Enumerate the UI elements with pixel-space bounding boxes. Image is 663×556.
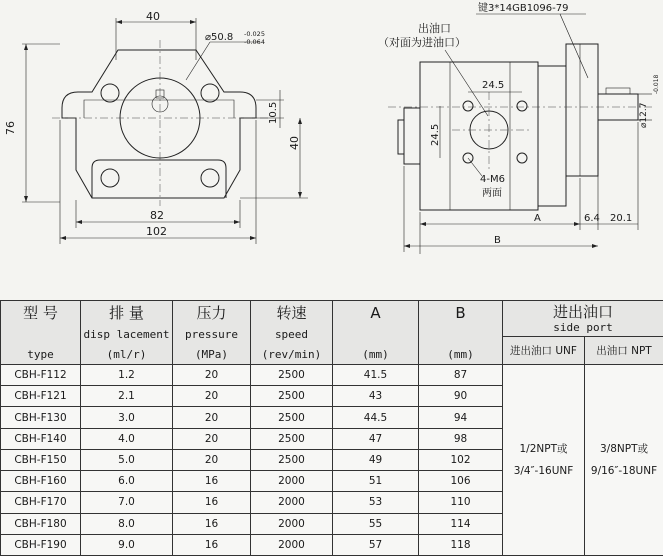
header-model: 型 号 type (1, 301, 81, 365)
cell-disp: 4.0 (81, 428, 173, 449)
cell-b: 94 (419, 407, 503, 428)
thread-label: 4-M6 (480, 174, 505, 185)
cell-model: CBH-F121 (1, 386, 81, 407)
cell-speed: 2500 (251, 386, 333, 407)
cell-pressure: 20 (173, 449, 251, 470)
cell-pressure: 16 (173, 492, 251, 513)
cell-speed: 2500 (251, 407, 333, 428)
front-view-drawing (4, 10, 308, 244)
dim-b: B (494, 235, 501, 246)
cell-speed: 2500 (251, 428, 333, 449)
header-b: B (mm) (419, 301, 503, 365)
cell-b: 106 (419, 471, 503, 492)
cell-speed: 2000 (251, 492, 333, 513)
port-spacing-h: 24.5 (482, 80, 505, 91)
cell-a: 49 (333, 449, 419, 470)
cell-pressure: 20 (173, 407, 251, 428)
cell-pressure: 20 (173, 365, 251, 386)
dim-overall-width: 102 (146, 225, 167, 238)
header-npt: 出油口 NPT (585, 337, 663, 365)
header-side-port: 进出油口 side port (503, 301, 663, 337)
dim-bore: ⌀50.8 (205, 32, 234, 43)
unf-value: 1/2NPT或 (519, 443, 568, 455)
cell-pressure: 20 (173, 428, 251, 449)
cell-disp: 8.0 (81, 513, 173, 534)
cell-pressure: 16 (173, 513, 251, 534)
port-spacing-v: 24.5 (430, 123, 441, 146)
cell-a: 41.5 (333, 365, 419, 386)
cell-a: 51 (333, 471, 419, 492)
cell-pressure: 20 (173, 386, 251, 407)
dim-bolt-span: 82 (150, 209, 164, 222)
cell-a: 55 (333, 513, 419, 534)
cell-model: CBH-F150 (1, 449, 81, 470)
cell-a: 57 (333, 534, 419, 555)
header-a: A (mm) (333, 301, 419, 365)
table-row (1, 365, 663, 386)
cell-unf-values (503, 365, 585, 556)
dim-offset: 10.5 (268, 101, 279, 124)
dim-bore-tol-lower: -0.064 (244, 38, 265, 46)
dim-mount-height: 40 (288, 136, 301, 150)
cell-model: CBH-F190 (1, 534, 81, 555)
header-pressure: 压力 pressure (MPa) (173, 301, 251, 365)
cell-disp: 5.0 (81, 449, 173, 470)
cell-disp: 1.2 (81, 365, 173, 386)
cell-b: 102 (419, 449, 503, 470)
cell-pressure: 16 (173, 534, 251, 555)
cell-a: 47 (333, 428, 419, 449)
cell-disp: 9.0 (81, 534, 173, 555)
cell-speed: 2500 (251, 449, 333, 470)
npt-value: 9/16″-18UNF (590, 465, 658, 477)
shaft-tol: -0.018 (653, 74, 660, 94)
unf-value: 3/4″-16UNF (513, 465, 574, 477)
cell-model: CBH-F130 (1, 407, 81, 428)
cell-npt-values (585, 365, 663, 556)
cell-model: CBH-F180 (1, 513, 81, 534)
spec-table (0, 300, 663, 556)
cell-b: 90 (419, 386, 503, 407)
cell-b: 98 (419, 428, 503, 449)
dim-bore-tol-upper: -0.025 (244, 30, 265, 38)
cell-disp: 3.0 (81, 407, 173, 428)
dim-height: 76 (4, 121, 17, 135)
cell-model: CBH-F112 (1, 365, 81, 386)
cell-pressure: 16 (173, 471, 251, 492)
side-view-drawing (378, 1, 660, 254)
cell-model: CBH-F170 (1, 492, 81, 513)
header-speed: 转速 speed (rev/min) (251, 301, 333, 365)
both-sides-label: 两面 (482, 188, 502, 199)
cell-a: 53 (333, 492, 419, 513)
cell-b: 87 (419, 365, 503, 386)
cell-model: CBH-F160 (1, 471, 81, 492)
inlet-label: （对面为进油口） (378, 36, 466, 49)
header-displacement: 排 量 disp lacement (ml/r) (81, 301, 173, 365)
cell-speed: 2000 (251, 534, 333, 555)
dim-top-width: 40 (146, 10, 160, 23)
cell-model: CBH-F140 (1, 428, 81, 449)
dim-a: A (534, 213, 541, 224)
cell-a: 44.5 (333, 407, 419, 428)
cell-disp: 7.0 (81, 492, 173, 513)
cell-a: 43 (333, 386, 419, 407)
outlet-label: 出油口 (418, 22, 451, 35)
cell-b: 118 (419, 534, 503, 555)
key-label: 键3*14GB1096-79 (478, 3, 569, 14)
npt-value: 3/8NPT或 (600, 443, 648, 455)
cell-disp: 2.1 (81, 386, 173, 407)
cell-speed: 2000 (251, 513, 333, 534)
dim-shoulder: 6.4 (584, 213, 600, 224)
shaft-dia: ⌀12.7 (639, 102, 649, 128)
cell-disp: 6.0 (81, 471, 173, 492)
cell-speed: 2000 (251, 471, 333, 492)
cell-b: 114 (419, 513, 503, 534)
dim-shaft-len: 20.1 (610, 213, 633, 224)
cell-speed: 2500 (251, 365, 333, 386)
cell-b: 110 (419, 492, 503, 513)
header-unf: 进出油口 UNF (503, 337, 585, 365)
